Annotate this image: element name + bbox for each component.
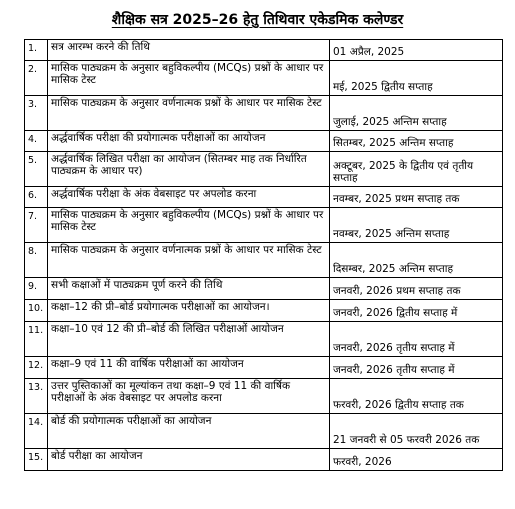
date-cell: अक्टूबर, 2025 के द्वितीय एवं तृतीय सप्ताह (330, 152, 503, 187)
activity-cell: कक्षा–9 एवं 11 की वार्षिक परीक्षाओं का आयोजन (48, 357, 330, 379)
calendar-table-body (25, 40, 503, 471)
table-row (25, 208, 503, 243)
date-cell: 21 जनवरी से 05 फरवरी 2026 तक (330, 414, 503, 449)
table-row (25, 379, 503, 414)
date-cell: नवम्बर, 2025 अन्तिम सप्ताह (330, 208, 503, 243)
serial-cell: 11. (25, 322, 48, 357)
date-cell: जनवरी, 2026 द्वितीय सप्ताह में (330, 300, 503, 322)
activity-cell: कक्षा–10 एवं 12 की प्री–बोर्ड की लिखित परीक्षाओं आयोजन (48, 322, 330, 357)
calendar-table (24, 39, 503, 471)
activity-cell: मासिक पाठ्यक्रम के अनुसार बहुविकल्पीय (MCQs) प्रश्नों के आधार पर मासिक टेस्ट (48, 61, 330, 96)
date-cell: जनवरी, 2026 तृतीय सप्ताह में (330, 322, 503, 357)
serial-cell: 6. (25, 187, 48, 208)
activity-cell: सभी कक्षाओं में पाठ्यक्रम पूर्ण करने की तिथि (48, 278, 330, 300)
serial-cell: 7. (25, 208, 48, 243)
activity-cell: सत्र आरम्भ करने की तिथि (48, 40, 330, 61)
table-row (25, 96, 503, 131)
table-row (25, 61, 503, 96)
table-row (25, 322, 503, 357)
date-cell: जनवरी, 2026 तृतीय सप्ताह में (330, 357, 503, 379)
date-cell: मई, 2025 द्वितीय सप्ताह (330, 61, 503, 96)
date-cell: सितम्बर, 2025 अन्तिम सप्ताह (330, 131, 503, 152)
activity-cell: कक्षा–12 की प्री–बोर्ड प्रयोगात्मक परीक्षाओं का आयोजन। (48, 300, 330, 322)
serial-cell: 8. (25, 243, 48, 278)
serial-cell: 4. (25, 131, 48, 152)
table-row (25, 278, 503, 300)
activity-cell: मासिक पाठ्यक्रम के अनुसार बहुविकल्पीय (MCQs) प्रश्नों के आधार पर मासिक टेस्ट (48, 208, 330, 243)
table-row (25, 357, 503, 379)
table-row (25, 243, 503, 278)
date-cell: फरवरी, 2026 (330, 449, 503, 471)
serial-cell: 9. (25, 278, 48, 300)
date-cell: दिसम्बर, 2025 अन्तिम सप्ताह (330, 243, 503, 278)
date-cell: जुलाई, 2025 अन्तिम सप्ताह (330, 96, 503, 131)
activity-cell: अर्द्धवार्षिक लिखित परीक्षा का आयोजन (सितम्बर माह तक निर्धारित पाठ्यक्रम के आधार पर) (48, 152, 330, 187)
activity-cell: बोर्ड परीक्षा का आयोजन (48, 449, 330, 471)
title-text: शैक्षिक सत्र 2025–26 हेतु तिथिवार एकेडमिक कलेण्डर (111, 12, 404, 28)
activity-cell: बोर्ड की प्रयोगात्मक परीक्षाओं का आयोजन (48, 414, 330, 449)
serial-cell: 14. (25, 414, 48, 449)
table-row (25, 449, 503, 471)
serial-cell: 12. (25, 357, 48, 379)
serial-cell: 5. (25, 152, 48, 187)
table-row (25, 300, 503, 322)
date-cell: 01 अप्रैल, 2025 (330, 40, 503, 61)
serial-cell: 10. (25, 300, 48, 322)
serial-cell: 1. (25, 40, 48, 61)
table-row (25, 131, 503, 152)
serial-cell: 15. (25, 449, 48, 471)
activity-cell: मासिक पाठ्यक्रम के अनुसार वर्णनात्मक प्रश्नों के आधार पर मासिक टेस्ट (48, 243, 330, 278)
table-row (25, 414, 503, 449)
activity-cell: अर्द्धवार्षिक परीक्षा की प्रयोगात्मक परीक्षाओं का आयोजन (48, 131, 330, 152)
date-cell: नवम्बर, 2025 प्रथम सप्ताह तक (330, 187, 503, 208)
activity-cell: मासिक पाठ्यक्रम के अनुसार वर्णनात्मक प्रश्नों के आधार पर मासिक टेस्ट (48, 96, 330, 131)
serial-cell: 13. (25, 379, 48, 414)
serial-cell: 2. (25, 61, 48, 96)
activity-cell: उत्तर पुस्तिकाओं का मूल्यांकन तथा कक्षा–9 एवं 11 की वार्षिक परीक्षाओं के अंक वेबसाइट पर अपलोड करना (48, 379, 330, 414)
table-row (25, 40, 503, 61)
date-cell: फरवरी, 2026 द्वितीय सप्ताह तक (330, 379, 503, 414)
date-cell: जनवरी, 2026 प्रथम सप्ताह तक (330, 278, 503, 300)
serial-cell: 3. (25, 96, 48, 131)
table-row (25, 152, 503, 187)
table-row (25, 187, 503, 208)
page-title (0, 10, 515, 29)
activity-cell: अर्द्धवार्षिक परीक्षा के अंक वेबसाइट पर अपलोड करना (48, 187, 330, 208)
